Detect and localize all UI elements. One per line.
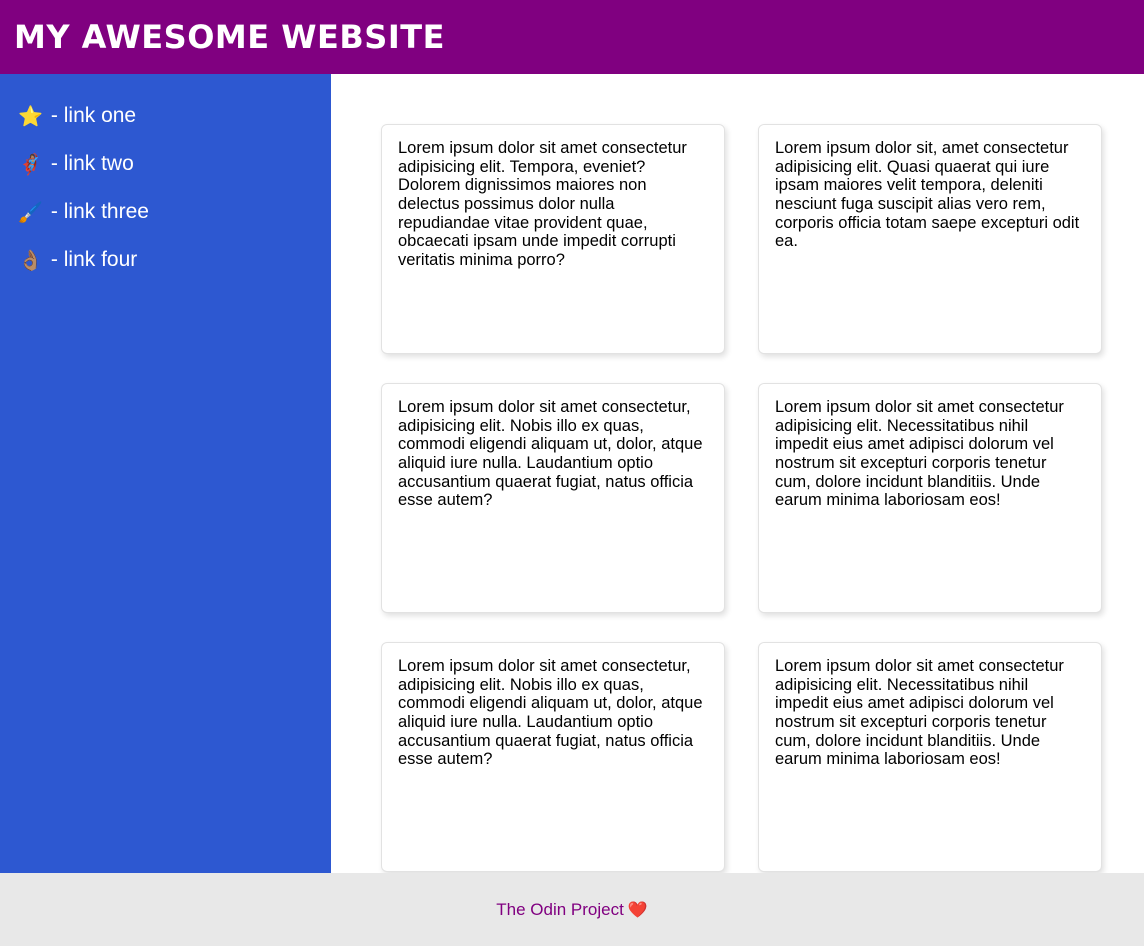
card-text: Lorem ipsum dolor sit amet consectetur adipisicing elit. Tempora, eveniet? Dolorem dignissimos maiores non delectus possimus dolor nulla repudiandae vitae provident quae, obcaecati ipsam unde impedit corrupti veritatis minima porro? [398,139,687,269]
card-text: Lorem ipsum dolor sit amet consectetur adipisicing elit. Necessitatibus nihil impedit eius amet adipisci dolorum vel nostrum sit excepturi corporis tenetur cum, dolore incidunt blanditiis. Unde earum minima laboriosam eos! [775,657,1064,769]
main-content [331,74,1144,873]
star-icon: ⭐ [18,104,43,128]
sidebar-item-link-four[interactable] [0,236,331,284]
paintbrush-icon: 🖌️ [18,200,43,224]
content-area [0,74,1144,873]
content-card [381,124,725,354]
sidebar-nav [0,74,331,873]
heart-icon: ❤️ [627,899,648,919]
content-card [758,124,1102,354]
site-footer [0,873,1144,946]
sidebar-item-label: - link three [50,200,149,223]
card-grid [381,124,1102,872]
card-text: Lorem ipsum dolor sit amet consectetur adipisicing elit. Necessitatibus nihil impedit eius amet adipisci dolorum vel nostrum sit excepturi corporis tenetur cum, dolore incidunt blanditiis. Unde earum minima laboriosam eos! [775,398,1064,510]
ok-hand-icon: 👌🏽 [18,248,43,272]
page-title: MY AWESOME WEBSITE [14,18,445,56]
sidebar-item-link-two[interactable] [0,140,331,188]
sidebar-item-label: - link four [50,248,138,271]
content-card [381,642,725,872]
card-text: Lorem ipsum dolor sit amet consectetur, adipisicing elit. Nobis illo ex quas, commodi eligendi aliquam ut, dolor, atque aliquid iure nulla. Laudantium optio accusantium quaerat fugiat, natus officia esse autem? [398,657,703,769]
sidebar-item-link-three[interactable] [0,188,331,236]
content-card [758,642,1102,872]
sidebar-item-label: - link one [50,104,137,127]
card-text: Lorem ipsum dolor sit, amet consectetur adipisicing elit. Quasi quaerat qui iure ipsam maiores velit tempora, deleniti nesciunt fuga suscipit alias vero rem, corporis officia totam saepe excepturi odit ea. [775,139,1080,251]
sidebar-item-link-one[interactable] [0,92,331,140]
card-text: Lorem ipsum dolor sit amet consectetur, adipisicing elit. Nobis illo ex quas, commodi eligendi aliquam ut, dolor, atque aliquid iure nulla. Laudantium optio accusantium quaerat fugiat, natus officia esse autem? [398,398,703,510]
footer-credit-label: The Odin Project [496,899,624,919]
footer-credit [496,900,647,920]
content-card [758,383,1102,613]
site-header [0,0,1144,74]
woman-superhero-icon: 🦸🏽‍♀️ [18,152,43,176]
content-card [381,383,725,613]
sidebar-item-label: - link two [50,152,134,175]
